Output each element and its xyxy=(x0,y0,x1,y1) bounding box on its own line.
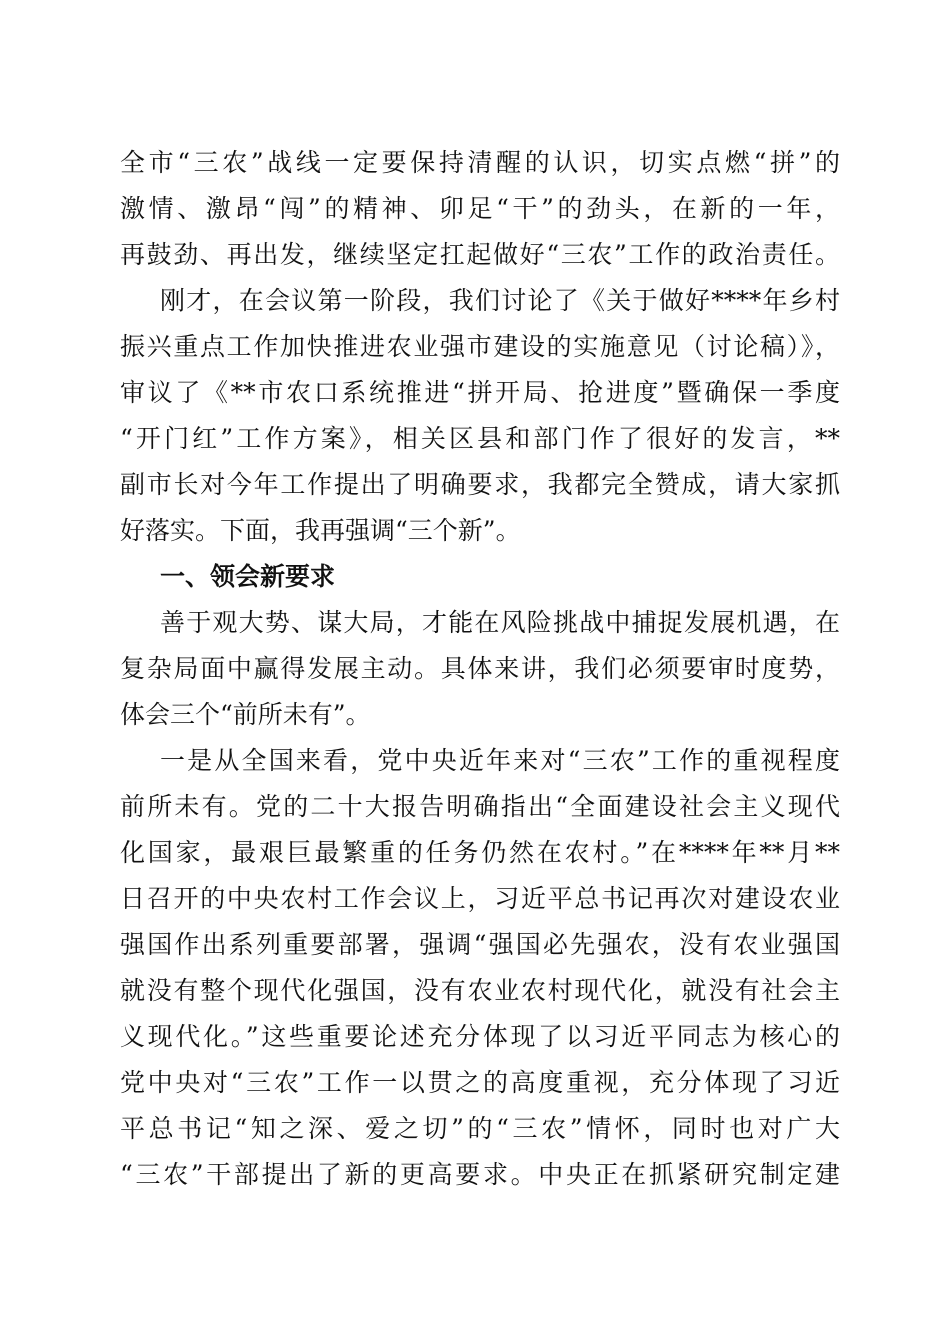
document-body xyxy=(120,140,840,1198)
paragraph-line: 再鼓劲、再出发，继续坚定扛起做好“三农”工作的政治责任。 xyxy=(120,240,840,269)
paragraph-line: 刚才，在会议第一阶段，我们讨论了《关于做好****年乡村 xyxy=(160,286,840,315)
paragraph-line: 平总书记“知之深、爱之切”的“三农”情怀，同时也对广大 xyxy=(120,1114,840,1143)
paragraph-line: 前所未有。党的二十大报告明确指出“全面建设社会主义现代 xyxy=(120,792,840,821)
paragraph-line: “三农”干部提出了新的更高要求。中央正在抓紧研究制定建 xyxy=(120,1160,840,1189)
paragraph-line: 善于观大势、谋大局，才能在风险挑战中捕捉发展机遇，在 xyxy=(160,608,840,637)
paragraph-line: 振兴重点工作加快推进农业强市建设的实施意见（讨论稿）》， xyxy=(120,332,840,361)
paragraph-line: 就没有整个现代化强国，没有农业农村现代化，就没有社会主 xyxy=(120,976,840,1005)
paragraph-line: 义现代化。”这些重要论述充分体现了以习近平同志为核心的 xyxy=(120,1022,840,1051)
paragraph-line: 好落实。下面，我再强调“三个新”。 xyxy=(120,516,521,545)
paragraph-line: 复杂局面中赢得发展主动。具体来讲，我们必须要审时度势， xyxy=(120,654,840,683)
paragraph-line: 激情、激昂“闯”的精神、卯足“干”的劲头，在新的一年， xyxy=(120,194,840,223)
paragraph-line-lead: 一是从全国来看，党中央近年来对“三农”工作的重视程度 xyxy=(160,746,840,775)
paragraph-line: 审议了《**市农口系统推进“拼开局、抢进度”暨确保一季度 xyxy=(120,378,840,407)
paragraph-line: 体会三个“前所未有”。 xyxy=(120,700,371,729)
section-heading: 一、领会新要求 xyxy=(160,562,336,591)
paragraph-line: 副市长对今年工作提出了明确要求，我都完全赞成，请大家抓 xyxy=(120,470,840,499)
paragraph-line: 党中央对“三农”工作一以贯之的高度重视，充分体现了习近 xyxy=(120,1068,840,1097)
paragraph-line: 化国家，最艰巨最繁重的任务仍然在农村。”在****年**月** xyxy=(120,838,840,867)
paragraph-line: 强国作出系列重要部署，强调“强国必先强农，没有农业强国 xyxy=(120,930,840,959)
paragraph-line: 全市“三农”战线一定要保持清醒的认识，切实点燃“拼”的 xyxy=(120,148,840,177)
paragraph-line: “开门红”工作方案》，相关区县和部门作了很好的发言，** xyxy=(120,424,840,453)
paragraph-line: 日召开的中央农村工作会议上，习近平总书记再次对建设农业 xyxy=(120,884,840,913)
